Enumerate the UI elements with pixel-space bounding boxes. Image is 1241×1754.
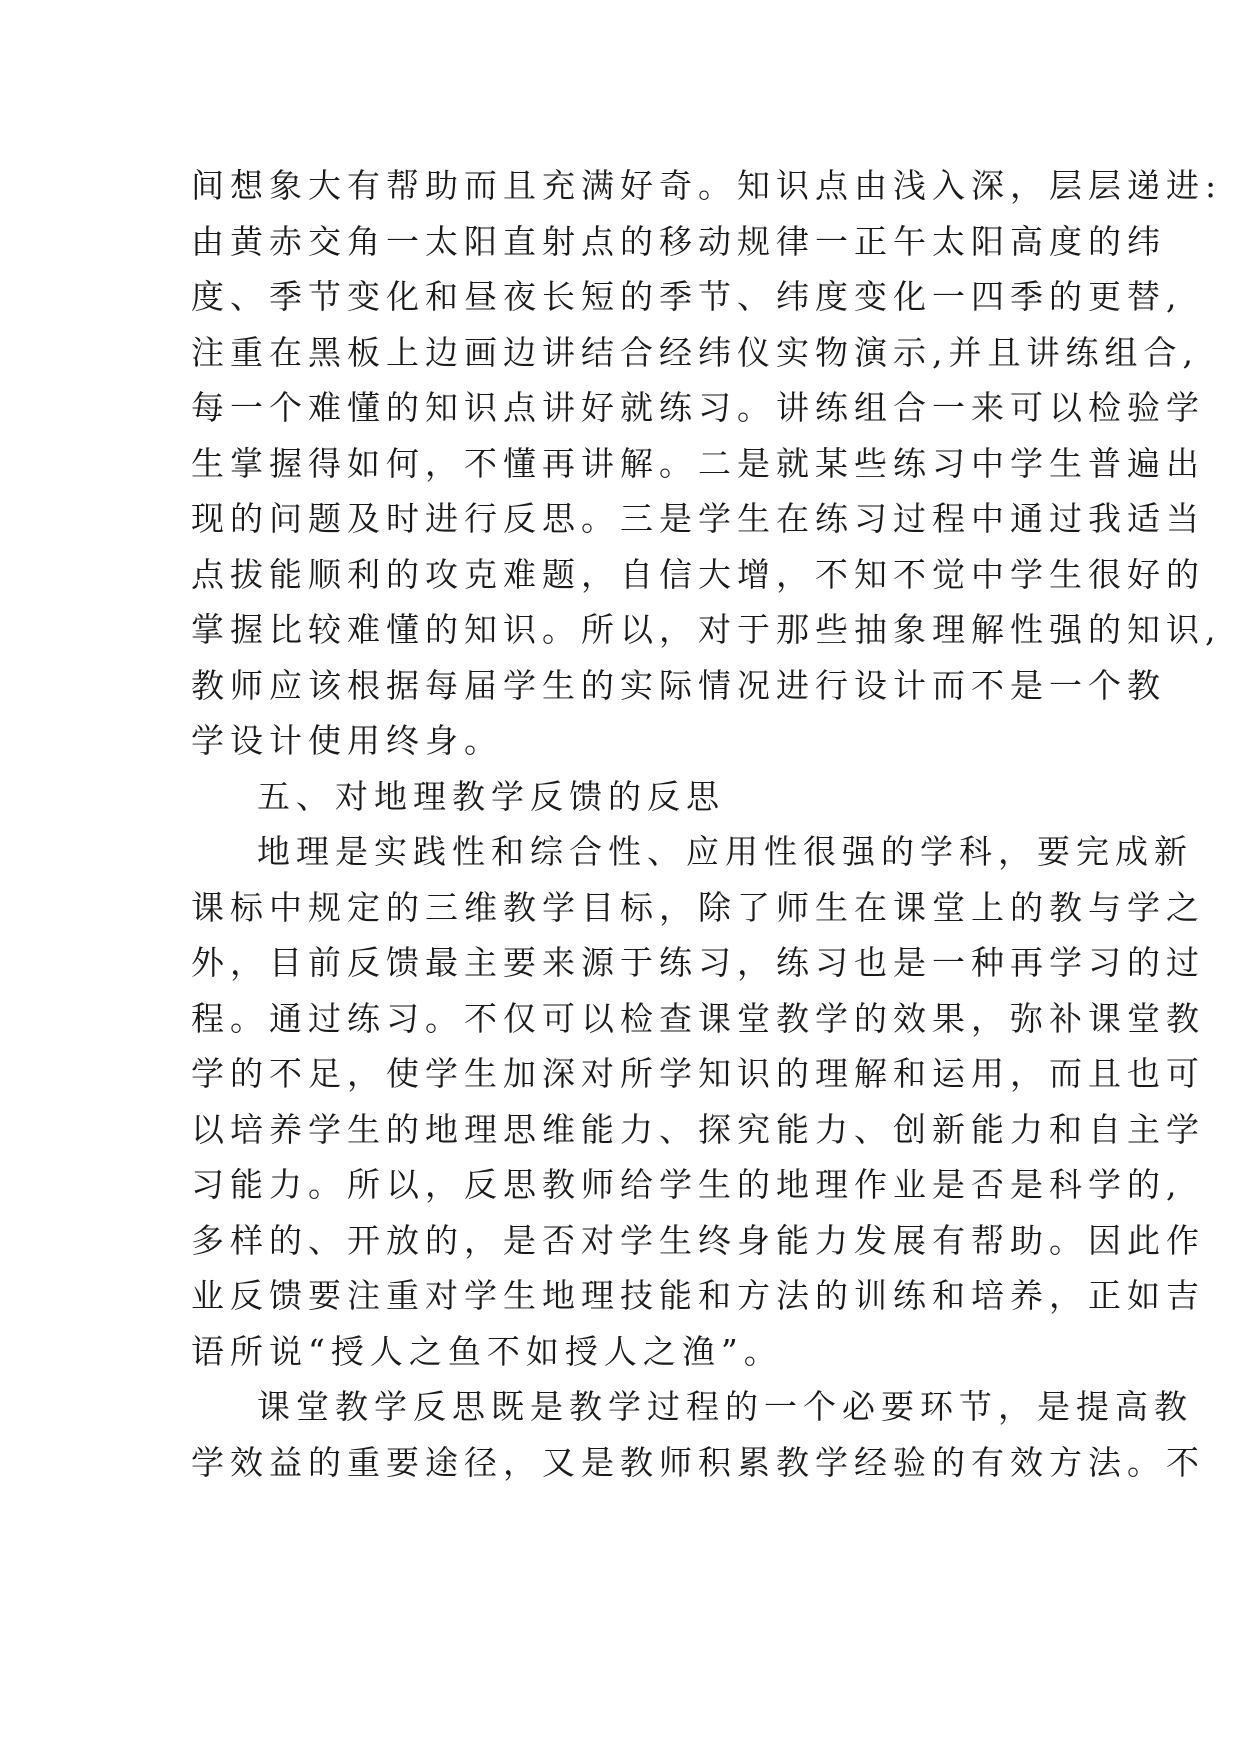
text-line: 掌握比较难懂的知识。所以，对于那些抽象理解性强的知识, xyxy=(191,610,1222,649)
text-line: 语所说“授人之鱼不如授人之渔”。 xyxy=(191,1331,783,1371)
text-line: 学设计使用终身。 xyxy=(191,721,503,760)
text-line: 学的不足，使学生加深对所学知识的理解和运用，而且也可 xyxy=(191,1054,1205,1093)
text-line: 生掌握得如何，不懂再讲解。二是就某些练习中学生普遍出 xyxy=(191,443,1205,483)
text-line: 每一个难懂的知识点讲好就练习。讲练组合一来可以检验学 xyxy=(191,388,1205,427)
text-line: 点拔能顺利的攻克难题，自信大增，不知不觉中学生很好的 xyxy=(191,554,1205,594)
text-line: 学效益的重要途径，又是教师积累教学经验的有效方法。不 xyxy=(191,1442,1205,1482)
text-line: 教师应该根据每届学生的实际情况进行设计而不是一个教 xyxy=(191,665,1166,705)
text-line: 注重在黑板上边画边讲结合经纬仪实物演示,并且讲练组合, xyxy=(191,332,1199,372)
text-line: 课标中规定的三维教学目标，除了师生在课堂上的教与学之 xyxy=(191,887,1205,927)
text-line: 以培养学生的地理思维能力、探究能力、创新能力和自主学 xyxy=(191,1109,1205,1149)
text-line: 程。通过练习。不仅可以检查课堂教学的效果，弥补课堂教 xyxy=(191,998,1205,1038)
text-line: 由黄赤交角一太阳直射点的移动规律一正午太阳高度的纬 xyxy=(191,221,1166,261)
body-text xyxy=(191,158,1223,1490)
text-line: 地理是实践性和综合性、应用性很强的学科，要完成新 xyxy=(257,832,1193,871)
text-line: 多样的、开放的，是否对学生终身能力发展有帮助。因此作 xyxy=(191,1220,1205,1260)
text-line: 业反馈要注重对学生地理技能和方法的训练和培养，正如吉 xyxy=(191,1276,1205,1315)
text-line: 外，目前反馈最主要来源于练习，练习也是一种再学习的过 xyxy=(191,943,1205,982)
text-line: 现的问题及时进行反思。三是学生在练习过程中通过我适当 xyxy=(191,499,1205,538)
text-line: 习能力。所以，反思教师给学生的地理作业是否是科学的, xyxy=(191,1165,1183,1204)
text-line: 间想象大有帮助而且充满好奇。知识点由浅入深，层层递进: xyxy=(191,166,1223,205)
section-heading: 五、对地理教学反馈的反思 xyxy=(257,776,725,816)
text-line: 课堂教学反思既是教学过程的一个必要环节，是提高教 xyxy=(257,1387,1193,1426)
text-line: 度、季节变化和昼夜长短的季节、纬度变化一四季的更替, xyxy=(191,277,1183,316)
